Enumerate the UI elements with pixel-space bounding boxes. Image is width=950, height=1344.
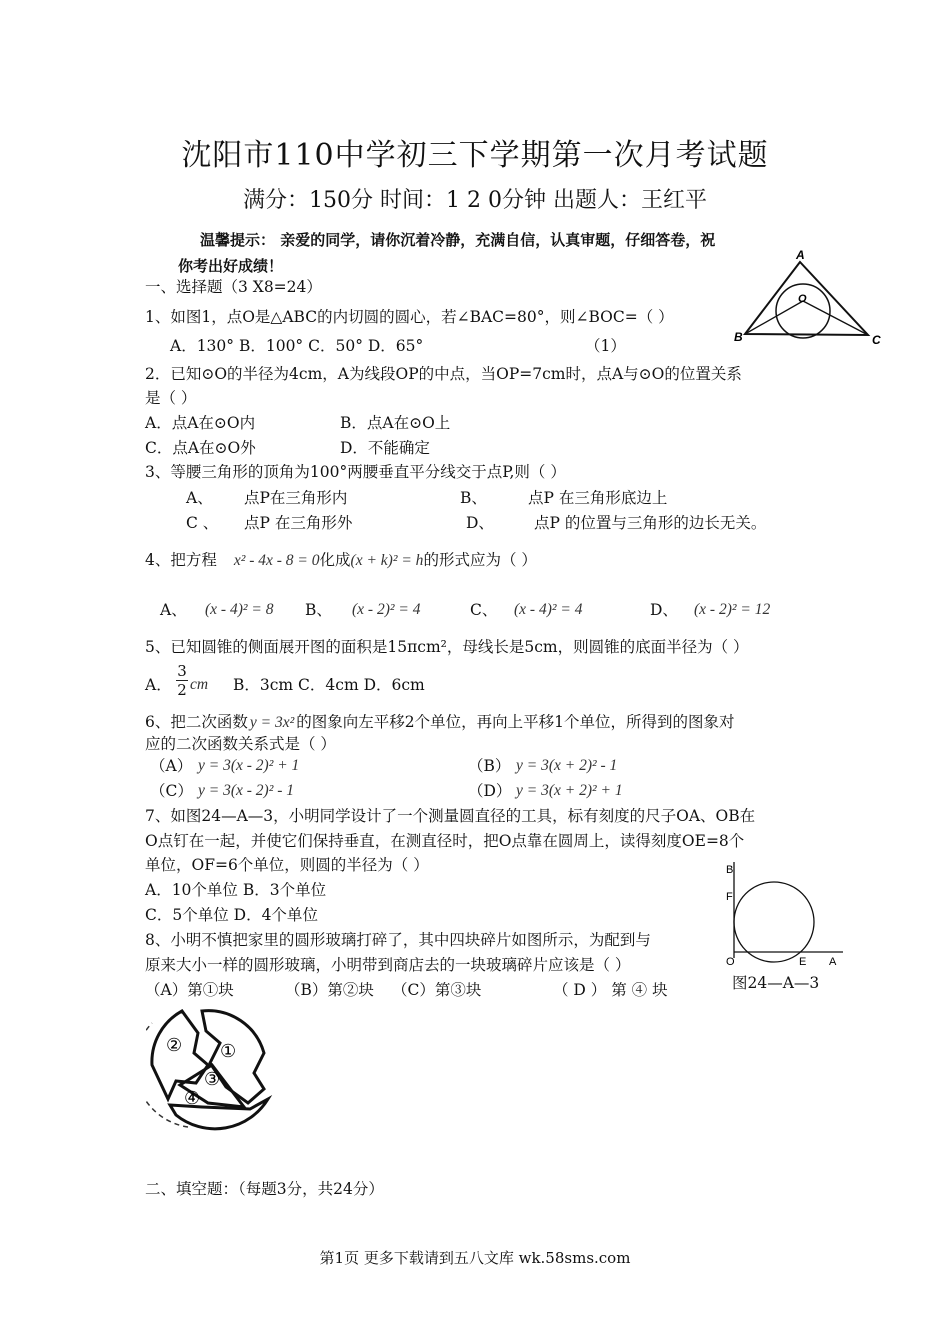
tip-line-2: 你考出好成绩！ [178,257,284,275]
q6-stem-pre: 6、把二次函数 [145,713,248,731]
q3-stem: 3、等腰三角形的顶角为100°两腰垂直平分线交于点P,则（ ） [145,463,566,481]
tip-line-1: 温馨提示： 亲爱的同学，请你沉着冷静，充满自信，认真审题，仔细答卷，祝 [200,231,716,249]
piece-label-4: ④ [184,1088,201,1108]
q2-stem-2: 是（ ） [145,389,197,407]
page-footer: 第1页 更多下载请到五八文库 wk.58sms.com [319,1249,631,1267]
point-label-b: B [726,864,734,876]
piece-label-2: ② [166,1035,183,1055]
q7-ruler-figure [725,858,847,968]
point-label-e: E [799,956,807,968]
q2-stem-1: 2．已知⊙O的半径为4cm，A为线段OP的中点，当OP=7cm时，点A与⊙O的位置关系 [145,365,742,383]
piece-label-3: ③ [204,1069,221,1089]
q6-option-b-tag: （B） [468,757,511,775]
q6-stem-1 [145,712,734,733]
segment-oc [803,301,868,335]
q7-options-ab: A．10个单位 B．3个单位 [145,881,327,899]
q4-option-c: (x - 4)² = 4 [514,601,583,618]
q4-stem [145,550,537,571]
q4-stem-mid: 化成 [319,551,351,569]
q4-option-a-tag: A、 [160,601,187,619]
q8-option-d: （ D ） 第 ④ 块 [553,981,668,999]
q7-figure-caption: 图24—A—3 [732,974,820,992]
q2-option-b: B．点A在⊙O上 [340,414,451,432]
q6-option-d-tag: （D） [468,782,512,800]
section-2-heading: 二、填空题：（每题3分，共24分） [145,1180,384,1198]
q7-stem-3: 单位，OF=6个单位，则圆的半径为（ ） [145,856,429,874]
q6-option-a: y = 3(x - 2)² + 1 [198,757,300,774]
q3-option-a: 点P在三角形内 [244,489,348,507]
point-label-a: A [829,956,837,968]
q5-option-a-tag: A． [145,676,172,694]
q4-stem-post: 的形式应为（ ） [423,551,537,569]
q6-option-a-tag: （A） [150,757,193,775]
measured-circle [734,882,814,962]
q4-stem-pre: 4、把方程 [145,551,217,569]
page-title: 沈阳市110中学初三下学期第一次月考试题 [181,138,769,173]
q8-glass-pieces-figure [146,1003,276,1133]
point-label-o: O [726,956,735,968]
point-label-c: C [872,333,881,347]
q8-stem-2: 原来大小一样的圆形玻璃，小明带到商店去的一块玻璃碎片应该是（ ） [145,956,631,974]
q4-option-d: (x - 2)² = 12 [694,601,771,618]
q6-stem-2: 应的二次函数关系式是（ ） [145,735,336,753]
q2-option-c: C．点A在⊙O外 [145,439,256,457]
q6-option-c-tag: （C） [150,782,193,800]
q1-options: A．130° B．100° C．50° D．65° [170,337,424,355]
q3-option-a-tag: A、 [186,489,213,507]
q3-option-b: 点P 在三角形底边上 [528,489,668,507]
q2-option-d: D．不能确定 [340,439,430,457]
q4-option-b-tag: B、 [305,601,332,619]
q8-option-a: （A）第①块 [145,981,234,999]
q5-fraction-numerator: 3 [177,662,187,680]
q2-option-a: A．点A在⊙O内 [145,414,256,432]
q4-equation-1: x² - 4x - 8 = 0 [233,552,320,569]
q5-fraction [176,662,188,699]
q7-options-cd: C．5个单位 D．4个单位 [145,906,318,924]
q4-option-c-tag: C、 [470,601,498,619]
point-label-o: O [798,293,807,305]
q6-option-c: y = 3(x - 2)² - 1 [198,782,295,799]
point-label-f: F [726,891,733,903]
exam-info: 满分：150分 时间：1 2 0分钟 出题人：王红平 [243,188,707,213]
q3-option-c-tag: C 、 [186,514,219,532]
q6-function: y = 3x² [249,714,295,731]
q1-triangle-figure [730,248,890,350]
q6-option-b: y = 3(x + 2)² - 1 [516,757,618,774]
q3-option-d-tag: D、 [466,514,494,532]
point-label-b: B [734,330,743,344]
q1-stem: 1、如图1，点O是△ABC的内切圆的圆心，若∠BAC=80°，则∠BOC=（ ） [145,308,674,326]
q3-option-c: 点P 在三角形外 [244,514,353,532]
q5-fraction-unit: cm [190,676,209,693]
q8-option-c: （C）第③块 [392,981,482,999]
q3-option-b-tag: B、 [460,489,487,507]
q4-option-b: (x - 2)² = 4 [352,601,421,618]
q6-stem-post: 的图象向左平移2个单位，再向上平移1个单位，所得到的图象对 [296,713,735,731]
q8-option-b: （B）第②块 [285,981,374,999]
section-1-heading: 一、选择题（3 X8=24） [145,278,322,296]
q1-figure-label: （1） [585,337,626,355]
q8-stem-1: 8、小明不慎把家里的圆形玻璃打碎了，其中四块碎片如图所示，为配到与 [145,931,651,949]
q3-option-d: 点P 的位置与三角形的边长无关。 [534,514,767,532]
segment-bo [745,301,803,334]
q6-option-d: y = 3(x + 2)² + 1 [516,782,623,799]
q4-option-a: (x - 4)² = 8 [205,601,274,618]
q4-equation-2: (x + k)² = h [350,552,424,569]
point-label-a: A [796,248,805,262]
q7-stem-2: O点钉在一起，并使它们保持垂直，在测直径时，把O点靠在圆周上，读得刻度OE=8个 [145,832,745,850]
piece-label-1: ① [220,1041,237,1061]
q4-option-d-tag: D、 [650,601,678,619]
q5-stem: 5、已知圆锥的侧面展开图的面积是15πcm²，母线长是5cm，则圆锥的底面半径为（ ） [145,638,749,656]
q5-other-options: B．3cm C．4cm D．6cm [233,676,425,694]
q7-stem-1: 7、如图24—A—3，小明同学设计了一个测量圆直径的工具，标有刻度的尺子OA、OB在 [145,807,756,825]
q5-fraction-denominator: 2 [177,681,187,699]
